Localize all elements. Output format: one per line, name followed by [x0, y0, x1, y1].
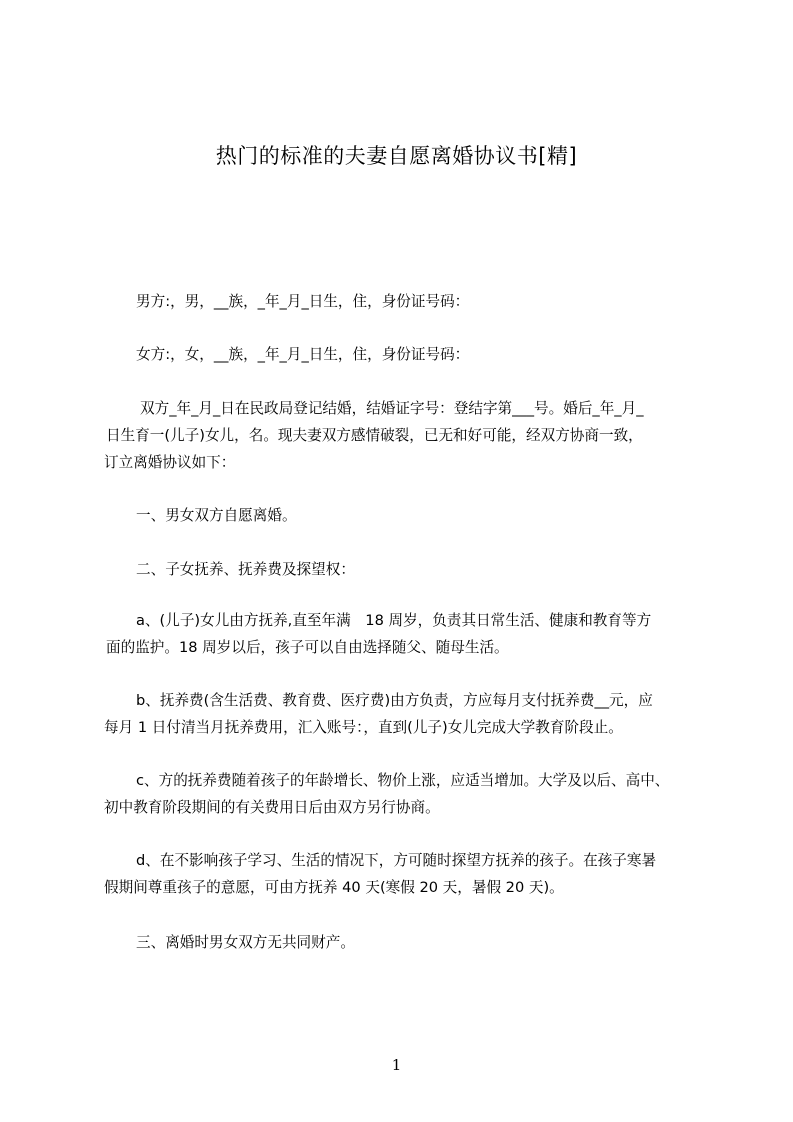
text-line: a、(儿子)女儿由方抚养,直至年满 18 周岁，负责其日常生活、健康和教育等方: [136, 612, 652, 629]
text-line: b、抚养费(含生活费、教育费、医疗费)由方负责，方应每月支付抚养费__元，应: [136, 692, 653, 709]
text-line: 三、离婚时男女双方无共同财产。: [136, 934, 355, 951]
text-line: 假期间尊重孩子的意愿，可由方抚养 40 天(寒假 20 天，暑假 20 天)。: [104, 879, 564, 896]
text-line: 双方_年_月_日在民政局登记结婚，结婚证字号：登结字第___号。婚后_年_月_: [140, 400, 644, 417]
text-line: 一、男女双方自愿离婚。: [136, 507, 297, 524]
page-number: 1: [391, 1056, 402, 1074]
clause-one: [104, 502, 724, 529]
text-line: 男方:，男，__族，_年_月_日生，住，身份证号码：: [136, 293, 470, 310]
text-line: d、在不影响孩子学习、生活的情况下，方可随时探望方抚养的孩子。在孩子寒暑: [136, 852, 657, 869]
text-line: 日生育一(儿子)女儿，名。现夫妻双方感情破裂，已无和好可能，经双方协商一致，: [106, 427, 643, 444]
clause-two-b: [104, 687, 724, 741]
text-line: c、方的抚养费随着孩子的年龄增长、物价上涨，应适当增加。大学及以后、高中、: [136, 772, 670, 789]
clause-two: [104, 556, 724, 583]
clause-three: [104, 929, 724, 956]
document-title: 热门的标准的夫妻自愿离婚协议书[精]: [215, 144, 578, 168]
paragraph-male-party: [104, 288, 724, 315]
clause-two-c: [104, 767, 724, 821]
text-line: 订立离婚协议如下：: [104, 454, 236, 471]
text-line: 初中教育阶段期间的有关费用日后由双方另行协商。: [104, 799, 440, 816]
text-line: 女方:，女，__族，_年_月_日生，住，身份证号码：: [136, 346, 470, 363]
paragraph-female-party: [104, 341, 724, 368]
clause-two-d: [104, 847, 724, 901]
clause-two-a: [104, 607, 724, 661]
text-line: 每月 1 日付清当月抚养费用，汇入账号：，直到(儿子)女儿完成大学教育阶段止。: [104, 719, 623, 736]
text-line: 二、子女抚养、抚养费及探望权：: [136, 561, 355, 578]
text-line: 面的监护。18 周岁以后，孩子可以自由选择随父、随母生活。: [106, 639, 509, 656]
paragraph-marriage-info: [104, 395, 724, 476]
